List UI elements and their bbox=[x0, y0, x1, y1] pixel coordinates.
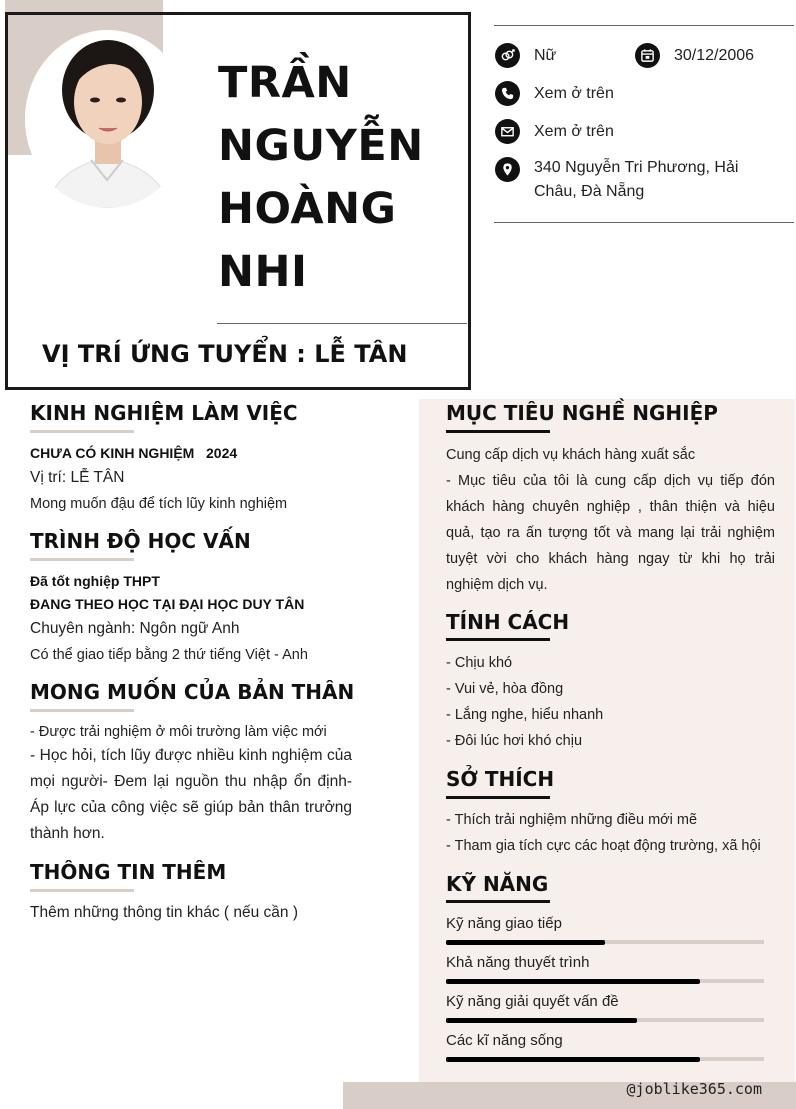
objective-title: MỤC TIÊU NGHỀ NGHIỆP bbox=[446, 401, 718, 425]
address-line-1: 340 Nguyễn Tri Phương, Hải bbox=[534, 159, 739, 176]
skill-label: Kỹ năng giao tiếp bbox=[446, 915, 562, 932]
education-note: Có thể giao tiếp bằng 2 thứ tiếng Việt - Anh bbox=[30, 647, 308, 663]
skill-row bbox=[446, 915, 764, 944]
contact-phone bbox=[495, 81, 614, 106]
mail-icon bbox=[495, 119, 520, 144]
hobby-item: - Tham gia tích cực các hoạt động trường, xã hội bbox=[446, 838, 761, 854]
personality-item: - Lắng nghe, hiểu nhanh bbox=[446, 707, 604, 723]
skill-level-bar bbox=[446, 1057, 700, 1062]
objective-paragraph: - Mục tiêu của tôi là cung cấp dịch vụ tiếp đón khách hàng chuyên nghiệp , thân thiện và hiệu quả, tạo ra ấn tượng tốt và mang lại trải nghiệm tuyệt vời cho khách hàng ngay từ khi họ trải nghiệm dịch vụ. bbox=[446, 473, 775, 593]
education-line2: ĐANG THEO HỌC TẠI ĐẠI HỌC DUY TÂN bbox=[30, 596, 305, 612]
objective-underline bbox=[446, 430, 550, 433]
skill-level-bar bbox=[446, 1018, 637, 1023]
skills-underline bbox=[446, 900, 550, 903]
skill-track bbox=[446, 1057, 764, 1061]
experience-headline bbox=[30, 440, 237, 466]
phone-icon bbox=[495, 81, 520, 106]
skill-row bbox=[446, 954, 764, 983]
footer-tag: @joblike365.com bbox=[626, 1080, 762, 1098]
skill-track bbox=[446, 979, 764, 983]
skill-label: Khả năng thuyết trình bbox=[446, 954, 590, 971]
skill-level-bar bbox=[446, 979, 700, 984]
education-title: TRÌNH ĐỘ HỌC VẤN bbox=[30, 529, 251, 553]
experience-title: KINH NGHIỆM LÀM VIỆC bbox=[30, 401, 298, 425]
personality-item: - Đôi lúc hơi khó chịu bbox=[446, 733, 583, 749]
skill-track bbox=[446, 1018, 764, 1022]
location-icon bbox=[495, 157, 520, 182]
name-line-1: TRẦN bbox=[218, 58, 352, 108]
extra-text: Thêm những thông tin khác ( nếu cần ) bbox=[30, 904, 299, 921]
personality-title: TÍNH CÁCH bbox=[446, 610, 570, 634]
wishes-line1: - Được trải nghiệm ở môi trường làm việc mới bbox=[30, 724, 327, 740]
education-line1: Đã tốt nghiệp THPT bbox=[30, 573, 160, 589]
experience-role: Vị trí: LỄ TÂN bbox=[30, 469, 125, 486]
experience-underline bbox=[30, 430, 134, 433]
position-title: VỊ TRÍ ỨNG TUYỂN : LỄ TÂN bbox=[42, 340, 408, 368]
calendar-icon bbox=[635, 43, 660, 68]
hobby-item: - Thích trải nghiệm những điều mới mẽ bbox=[446, 812, 698, 828]
extra-underline bbox=[30, 889, 134, 892]
candidate-name bbox=[218, 52, 458, 304]
address-value bbox=[534, 156, 738, 204]
contact-block bbox=[494, 25, 794, 223]
skill-row bbox=[446, 1032, 764, 1061]
skill-label: Các kĩ năng sống bbox=[446, 1032, 563, 1049]
personality-item: - Chịu khó bbox=[446, 655, 513, 671]
hobbies-underline bbox=[446, 796, 550, 799]
contact-gender bbox=[495, 43, 556, 68]
name-line-3: HOÀNG bbox=[218, 184, 397, 234]
gender-value: Nữ bbox=[534, 46, 557, 64]
name-divider bbox=[217, 323, 467, 324]
wishes-title: MONG MUỐN CỦA BẢN THÂN bbox=[30, 680, 355, 704]
hobbies-title: SỞ THÍCH bbox=[446, 767, 555, 791]
experience-year: 2024 bbox=[206, 445, 238, 461]
personality-item: - Vui vẻ, hòa đồng bbox=[446, 681, 564, 697]
skill-track bbox=[446, 940, 764, 944]
wishes-underline bbox=[30, 709, 134, 712]
contact-address bbox=[495, 157, 738, 204]
email-value: Xem ở trên bbox=[534, 122, 614, 140]
objective-line1: Cung cấp dịch vụ khách hàng xuất sắc bbox=[446, 447, 696, 463]
personality-underline bbox=[446, 638, 550, 641]
address-line-2: Châu, Đà Nẵng bbox=[534, 183, 645, 200]
skill-label: Kỹ năng giải quyết vấn đề bbox=[446, 993, 619, 1010]
extra-title: THÔNG TIN THÊM bbox=[30, 860, 227, 884]
phone-value: Xem ở trên bbox=[534, 84, 614, 102]
name-line-4: NHI bbox=[218, 247, 308, 297]
experience-desc: Mong muốn đậu để tích lũy kinh nghiệm bbox=[30, 496, 288, 512]
skill-level-bar bbox=[446, 940, 605, 945]
name-line-2: NGUYỄN bbox=[218, 121, 424, 171]
skills-title: KỸ NĂNG bbox=[446, 872, 549, 896]
education-major: Chuyên ngành: Ngôn ngữ Anh bbox=[30, 620, 240, 637]
contact-birthday bbox=[635, 43, 754, 68]
skill-row bbox=[446, 993, 764, 1022]
birthday-value: 30/12/2006 bbox=[674, 46, 755, 64]
education-underline bbox=[30, 558, 134, 561]
wishes-paragraph: - Học hỏi, tích lũy được nhiều kinh nghiệm của mọi người- Đem lại nguồn thu nhập ổn định- Áp lực của công việc sẽ giúp bản thân trưởng thành hơn. bbox=[30, 747, 352, 842]
contact-email bbox=[495, 119, 614, 144]
experience-status: CHƯA CÓ KINH NGHIỆM bbox=[30, 445, 195, 461]
gender-icon bbox=[495, 43, 520, 68]
